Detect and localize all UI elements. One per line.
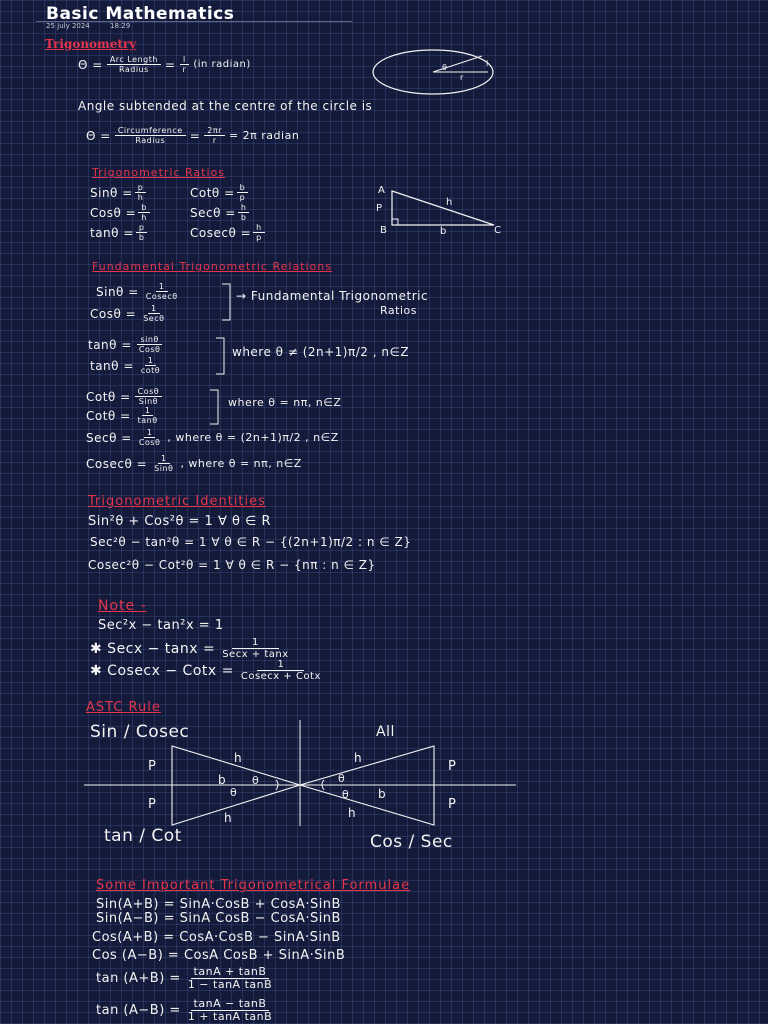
fraction-denominator: Radius	[135, 136, 166, 145]
note-line-1: Sec²x − tan²x = 1	[98, 618, 224, 633]
fraction-numerator: b	[138, 203, 150, 213]
p-label: P	[448, 759, 456, 774]
astc-diagram	[80, 718, 520, 828]
identity-1: Sin²θ + Cos²θ = 1 ∀ θ ∈ R	[88, 514, 272, 529]
note-date: 25 July 2024	[46, 22, 90, 30]
fraction-numerator: 1	[148, 304, 160, 314]
fraction-denominator: Secθ	[143, 314, 165, 323]
relation-cosec	[86, 454, 302, 473]
formula-cos-sum: Cos(A+B) = CosA·CosB − SinA·SinB	[92, 930, 341, 945]
ratio-left	[90, 183, 188, 202]
relation-fraction	[136, 335, 164, 354]
ratio-label: tanθ =	[90, 225, 134, 240]
ratio-right	[190, 223, 267, 242]
ratio-left	[90, 223, 188, 242]
r-label: r	[460, 73, 464, 82]
note-lhs: ✱ Cosecx − Cotx =	[90, 662, 234, 679]
relation-lhs: tanθ =	[90, 358, 134, 373]
bracket-icon	[208, 388, 222, 426]
ratio-label: Cosecθ =	[190, 225, 252, 240]
relation-fraction	[140, 304, 167, 323]
bracket-icon	[220, 282, 234, 322]
formula-cos-diff: Cos (A−B) = CosA CosB + SinA·SinB	[92, 948, 346, 963]
radian-definition	[78, 55, 251, 74]
relation-cos	[90, 304, 169, 323]
l-over-r-fraction	[180, 55, 190, 74]
p-label: P	[148, 797, 156, 812]
fraction-numerator: Arc Length	[107, 55, 161, 65]
ratio-row	[90, 223, 267, 242]
ratio-fraction	[253, 223, 265, 242]
formula-tan-diff	[96, 998, 277, 1023]
theta-label: θ	[342, 788, 349, 801]
fraction-denominator: b	[240, 213, 247, 222]
quadrant-1-label: All	[376, 724, 395, 740]
equals-sign: =	[189, 128, 201, 143]
fraction-denominator: r	[212, 136, 217, 145]
note-time: 18:29	[110, 22, 131, 30]
p-label: P	[148, 759, 156, 774]
ratio-label: Cotθ =	[190, 185, 235, 200]
ratio-row	[90, 203, 267, 222]
fraction-numerator: 1	[158, 454, 170, 464]
fraction-numerator: l	[180, 55, 189, 65]
angle-statement: Angle subtended at the centre of the circle is	[78, 99, 373, 113]
section-heading-astc: ASTC Rule	[86, 700, 161, 715]
relation-fraction	[138, 356, 163, 375]
formula-tan-sum	[96, 966, 277, 991]
fraction-numerator: 1	[144, 428, 156, 438]
fraction-denominator: 1 − tanA tanB	[187, 978, 273, 991]
fraction-denominator: h	[137, 193, 144, 202]
fraction-numerator: sinθ	[137, 335, 161, 345]
relation-lhs: Sinθ =	[96, 284, 139, 299]
quadrant-3-label: tan / Cot	[104, 826, 182, 846]
fraction-numerator: p	[136, 223, 148, 233]
theta-label: θ	[442, 63, 447, 72]
relation-fraction	[135, 406, 161, 425]
section-heading-formulae: Some Important Trigonometrical Formulae	[96, 878, 411, 893]
relation-lhs: tanθ =	[88, 337, 132, 352]
fraction-denominator: Secx + tanx	[222, 649, 289, 660]
fundamental-note-2: Ratios	[380, 304, 417, 317]
ratio-fraction	[135, 183, 147, 202]
relation-lhs: Cotθ =	[86, 408, 131, 423]
fraction-numerator: p	[135, 183, 147, 193]
full-angle-rhs: = 2π radian	[228, 129, 300, 142]
page-title: Basic Mathematics	[46, 4, 235, 24]
fraction-denominator: h	[141, 213, 147, 222]
fundamental-note: → Fundamental Trigonometric	[236, 289, 429, 303]
radius-line-2	[433, 56, 482, 72]
h-label: h	[354, 751, 362, 765]
p-label: P	[448, 797, 456, 812]
circle-arc-diagram	[370, 48, 500, 98]
ratio-left	[90, 203, 188, 222]
fraction-numerator: 1	[257, 659, 304, 671]
relation-fraction	[135, 387, 163, 406]
relation-lhs: Cotθ =	[86, 389, 131, 404]
note-line-3	[90, 659, 326, 682]
relation-fraction	[151, 454, 176, 473]
tan-condition: where θ ≠ (2n+1)π/2 , n∈Z	[232, 345, 410, 359]
two-pi-r-fraction	[204, 126, 225, 145]
fraction-denominator: Cosθ	[138, 438, 161, 447]
arc-radius-fraction	[107, 55, 161, 74]
fraction-numerator: 1	[232, 637, 279, 649]
fraction-numerator: tanA − tanB	[191, 998, 270, 1011]
relation-tan-2	[90, 356, 165, 375]
theta-label: θ	[252, 774, 259, 787]
note-fraction	[219, 637, 291, 660]
fraction-numerator: 2πr	[204, 126, 225, 136]
ratio-right	[190, 203, 251, 222]
relation-tan-1	[88, 335, 165, 354]
ratio-fraction	[136, 223, 148, 242]
vertex-a-label: A	[378, 185, 385, 196]
fraction-numerator: h	[253, 223, 265, 233]
fraction-numerator: Cosθ	[135, 387, 163, 397]
section-heading-relations: Fundamental Trigonometric Relations	[92, 260, 332, 273]
radian-note: (in radian)	[193, 59, 251, 70]
side-b-label: b	[440, 226, 447, 235]
identity-2: Sec²θ − tan²θ = 1 ∀ θ ∈ R − {(2n+1)π/2 : n ∈ Z}	[90, 535, 412, 549]
formula-fraction	[185, 998, 275, 1023]
fraction-numerator: 1	[145, 356, 157, 366]
fraction-numerator: 1	[142, 406, 154, 416]
full-angle-formula	[86, 126, 299, 145]
side-h-label: h	[446, 197, 453, 208]
fraction-denominator: Cosecθ	[145, 292, 178, 301]
relation-sin	[96, 282, 183, 301]
ratio-fraction	[138, 203, 150, 222]
formula-lhs: tan (A−B) =	[96, 1003, 181, 1018]
vertex-b-label: B	[380, 225, 387, 235]
fraction-denominator: Sinθ	[154, 464, 174, 473]
h-label: h	[224, 811, 232, 825]
fraction-denominator: tanθ	[137, 416, 158, 425]
fraction-numerator: tanA + tanB	[191, 966, 270, 979]
relation-lhs: Secθ =	[86, 430, 132, 445]
h-label: h	[348, 806, 356, 820]
fraction-denominator: b	[138, 233, 145, 242]
fraction-denominator: r	[182, 65, 187, 74]
equals-sign: =	[164, 57, 176, 72]
identity-3: Cosec²θ − Cot²θ = 1 ∀ θ ∈ R − {nπ : n ∈ Z}	[88, 558, 376, 572]
ratio-row	[90, 183, 267, 202]
note-lhs: ✱ Secx − tanx =	[90, 640, 216, 657]
right-triangle-diagram	[372, 183, 507, 235]
relation-cot-2	[86, 406, 163, 425]
fraction-numerator: b	[237, 183, 249, 193]
ratio-right	[190, 183, 250, 202]
vertex-c-label: C	[494, 225, 501, 235]
ratio-list	[90, 183, 267, 243]
formula-sin-diff: Sin(A−B) = SinA CosB − CosA·SinB	[96, 911, 341, 926]
note-line-2	[90, 637, 294, 660]
sec-condition: , where θ = (2n+1)π/2 , n∈Z	[167, 431, 339, 444]
side-p-label: P	[376, 203, 383, 214]
fraction-denominator: Sinθ	[138, 397, 159, 406]
bracket-icon	[214, 336, 228, 376]
radian-lhs: Θ =	[78, 57, 103, 72]
relation-cot-1	[86, 387, 164, 406]
relation-lhs: Cosecθ =	[86, 456, 148, 471]
fraction-denominator: Cosecx + Cotx	[240, 671, 321, 682]
fraction-numerator: h	[238, 203, 250, 213]
ratio-label: Secθ =	[190, 205, 236, 220]
full-angle-lhs: Θ =	[86, 128, 111, 143]
fraction-denominator: cotθ	[140, 366, 161, 375]
section-heading-trigonometry: Trigonometry	[45, 37, 137, 51]
note-fraction	[238, 659, 324, 682]
relation-lhs: Cosθ =	[90, 306, 137, 321]
theta-label: θ	[338, 772, 345, 785]
relation-fraction	[136, 428, 164, 447]
ratio-label: Cosθ =	[90, 205, 137, 220]
right-angle-mark	[392, 219, 398, 225]
formula-lhs: tan (A+B) =	[96, 971, 181, 986]
quadrant-4-label: Cos / Sec	[370, 832, 453, 852]
relation-sec	[86, 428, 339, 447]
formula-sin-sum: Sin(A+B) = SinA·CosB + CosA·SinB	[96, 897, 341, 912]
section-heading-identities: Trigonometric Identities	[88, 494, 266, 509]
fraction-denominator: Cosθ	[138, 345, 161, 354]
h-label: h	[234, 751, 242, 765]
relation-fraction	[143, 282, 181, 301]
ratio-label: Sinθ =	[90, 185, 133, 200]
section-heading-note: Note -	[98, 598, 147, 614]
b-label: b	[378, 787, 386, 801]
b-label: b	[218, 773, 226, 787]
quadrant-2-label: Sin / Cosec	[90, 722, 190, 742]
ratio-fraction	[237, 183, 249, 202]
ratio-fraction	[238, 203, 250, 222]
fraction-denominator: 1 + tanA tanB	[187, 1010, 273, 1023]
fraction-denominator: Radius	[118, 65, 149, 74]
cot-condition: where θ = nπ, n∈Z	[228, 396, 342, 409]
fraction-denominator: p	[256, 233, 262, 242]
fraction-numerator: 1	[156, 282, 168, 292]
fraction-numerator: Circumference	[115, 126, 186, 136]
fraction-denominator: p	[239, 193, 246, 202]
section-heading-ratios: Trigonometric Ratios	[92, 166, 225, 179]
l-label: l	[486, 59, 489, 68]
formula-fraction	[185, 966, 275, 991]
triangle-outline	[392, 191, 494, 225]
cosec-condition: , where θ = nπ, n∈Z	[180, 457, 302, 470]
circumference-radius-fraction	[115, 126, 186, 145]
theta-label: θ	[230, 786, 237, 799]
